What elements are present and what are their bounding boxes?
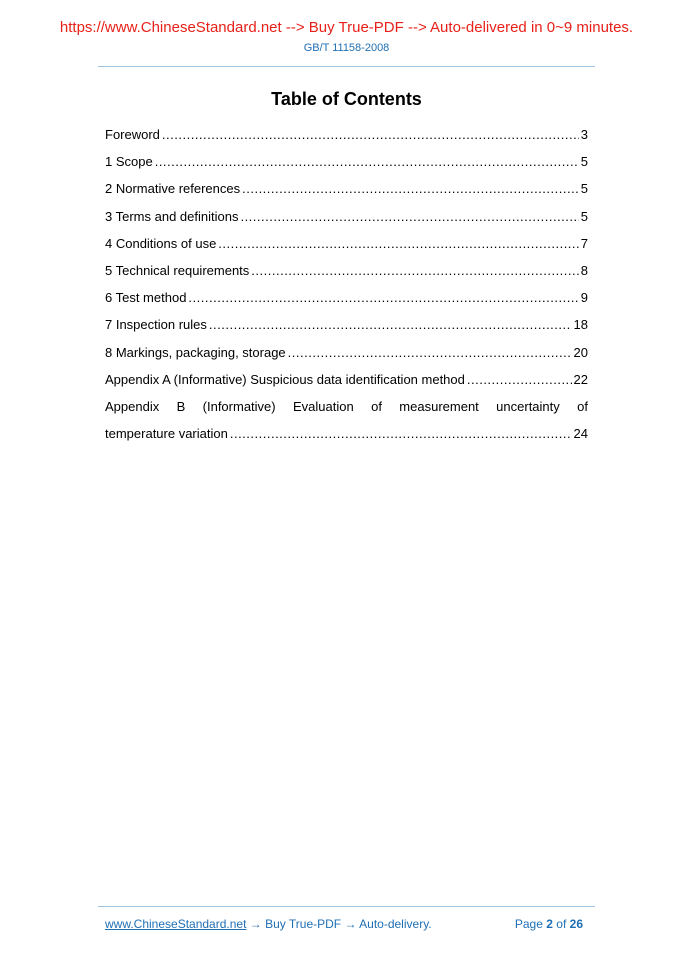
toc-entry-terms-definitions[interactable]: [105, 203, 588, 230]
toc-dot-leader: [209, 311, 572, 338]
toc-entry-page: 8: [580, 262, 588, 278]
toc-entry-label: 6 Test method: [105, 290, 187, 306]
toc-entry-label: 4 Conditions of use: [105, 235, 217, 251]
arrow-right-icon: →: [249, 917, 262, 931]
toc-entry-page: 5: [580, 208, 588, 224]
toc-entry-conditions-of-use[interactable]: [105, 230, 588, 257]
toc-entry-technical-requirements[interactable]: [105, 257, 588, 284]
footer-divider: [98, 906, 595, 907]
toc-dot-leader: [188, 284, 578, 311]
toc-dot-leader: [467, 366, 572, 393]
page-label: Page: [514, 917, 543, 931]
toc-entry-page: 20: [573, 344, 588, 360]
toc-entry-page: 22: [573, 371, 588, 387]
footer-site-link[interactable]: www.ChineseStandard.net: [105, 917, 247, 931]
toc-entry-label: 2 Normative references: [105, 181, 241, 197]
toc-entry-label: Appendix A (Informative) Suspicious data identification method: [105, 371, 465, 387]
toc-entry-label: temperature variation: [105, 426, 228, 442]
toc-entry-label: 5 Technical requirements: [105, 262, 250, 278]
toc-entry-appendix-b[interactable]: [105, 393, 588, 447]
toc-entry-label: 8 Markings, packaging, storage: [105, 344, 286, 360]
arrow-right-icon: →: [344, 917, 357, 931]
toc-entry-label-line1: Appendix B (Informative) Evaluation of measurement uncertainty of: [105, 398, 588, 414]
header-banner-link[interactable]: https://www.ChineseStandard.net --> Buy True-PDF --> Auto-delivered in 0~9 minutes.: [59, 19, 634, 36]
page-total: 26: [569, 917, 583, 931]
toc-entry-label: 3 Terms and definitions: [105, 208, 239, 224]
toc-dot-leader: [242, 175, 579, 202]
header-divider: [98, 66, 595, 67]
toc-entry-label: Foreword: [105, 127, 160, 142]
toc-dot-leader: [288, 339, 572, 366]
toc-entry-page: 7: [580, 235, 588, 251]
page-indicator: [515, 917, 583, 931]
footer-delivery-text: Auto-delivery.: [359, 917, 432, 931]
page-current: 2: [546, 917, 553, 931]
toc-entry-label: 7 Inspection rules: [105, 317, 207, 333]
standard-number: GB/T 11158-2008: [303, 42, 390, 54]
footer-promo: [105, 917, 432, 931]
toc-dot-leader: [218, 230, 578, 257]
toc-dot-leader: [240, 203, 578, 230]
toc-entry-page: 9: [580, 290, 588, 306]
footer-buy-text: Buy True-PDF: [265, 917, 342, 931]
toc-entry-page: 5: [580, 154, 588, 170]
toc-entry-appendix-a[interactable]: [105, 366, 588, 393]
toc-entry-normative-references[interactable]: [105, 175, 588, 202]
toc-dot-leader: [162, 121, 579, 148]
toc-entry-test-method[interactable]: [105, 284, 588, 311]
toc-entry-page: 5: [580, 181, 588, 197]
table-of-contents: [105, 121, 588, 447]
toc-entry-markings[interactable]: [105, 339, 588, 366]
toc-entry-label: 1 Scope: [105, 154, 153, 170]
toc-dot-leader: [155, 148, 579, 175]
page-of-label: of: [556, 917, 567, 931]
toc-entry-label-line2-row: [105, 420, 588, 447]
toc-dot-leader: [251, 257, 578, 284]
toc-entry-inspection-rules[interactable]: [105, 311, 588, 338]
toc-title: Table of Contents: [271, 89, 422, 109]
toc-dot-leader: [230, 420, 572, 447]
toc-entry-page: 18: [573, 317, 588, 333]
toc-entry-page: 3: [580, 127, 588, 142]
toc-entry-foreword[interactable]: [105, 121, 588, 148]
toc-entry-scope[interactable]: [105, 148, 588, 175]
toc-entry-page: 24: [573, 426, 588, 442]
